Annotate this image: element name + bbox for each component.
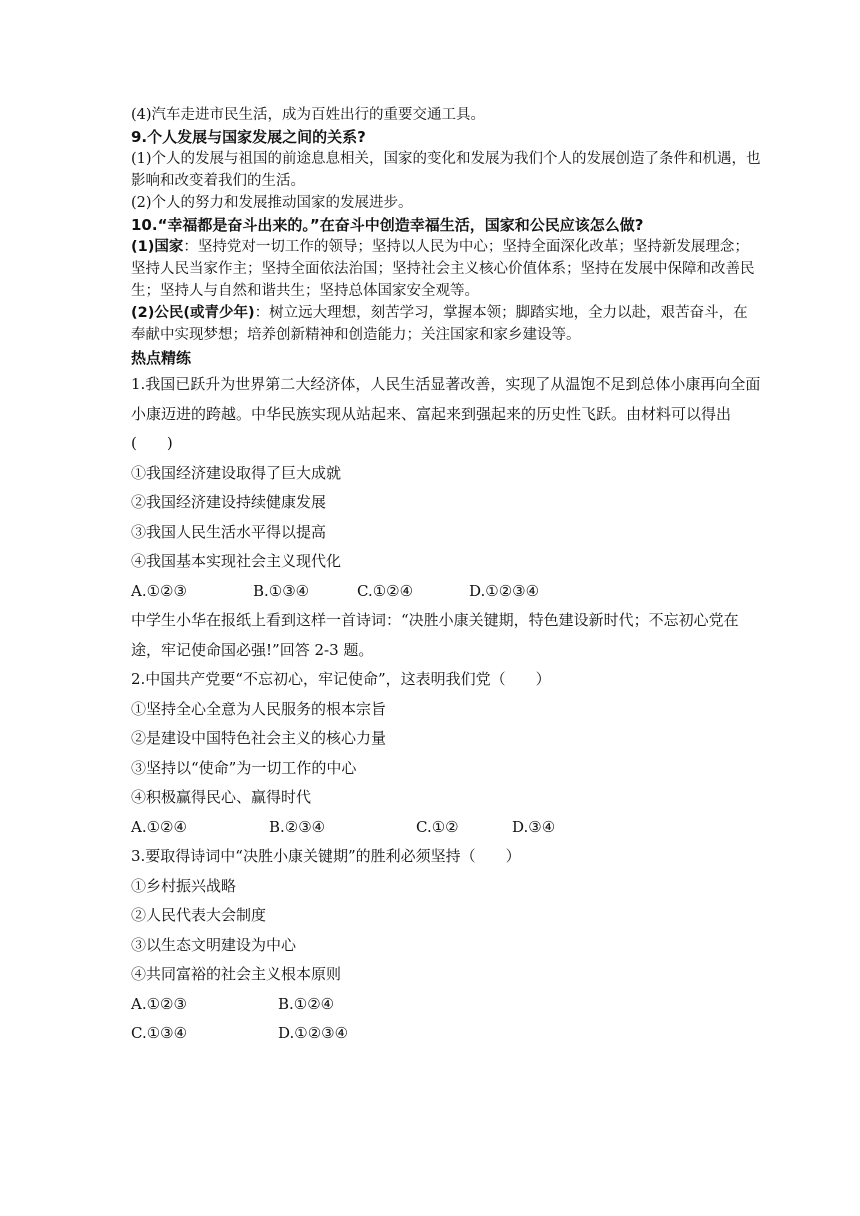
question-1-item: ④我国基本实现社会主义现代化 [131,552,342,570]
question-3-item: ④共同富裕的社会主义根本原则 [131,965,342,983]
question-3-item: ③以生态文明建设为中心 [131,935,297,954]
document-page [131,104,761,1049]
question-3-item: ②人民代表大会制度 [131,906,267,924]
question-3-options-row-2 [131,1019,761,1049]
question-3-stem: 3.要取得诗词中“决胜小康关键期”的胜利必须坚持（ ） [131,847,521,865]
question-1-stem: 1.我国已跃升为世界第二大经济体，人民生活显著改善，实现了从温饱不足到总体小康再向全面小康迈进的跨越。中华民族实现从站起来、富起来到强起来的历史性飞跃。由材料可以得出( ) [131,375,761,452]
question-10-point-2-label: (2)公民(或青少年) [131,305,255,321]
question-3-item: ①乡村振兴战略 [131,876,237,895]
question-1-item: ②我国经济建设持续健康发展 [131,493,327,511]
question-1-item: ①我国经济建设取得了巨大成就 [131,463,342,482]
question-1-option-d: D.①②③④ [469,581,540,600]
question-10-point-1-label: (1)国家 [131,239,184,255]
question-2-item: ④积极赢得民心、赢得时代 [131,788,312,806]
question-10-point-2-text: ：树立远大理想，刻苦学习，掌握本领；脚踏实地，全力以赴，艰苦奋斗，在奉献中实现梦想；培养创新精神和创造能力；关注国家和家乡建设等。 [131,305,748,343]
question-10-point-1-text: ：坚持党对一切工作的领导；坚持以人民为中心；坚持全面深化改革；坚持新发展理念；坚持人民当家作主；坚持全面依法治国；坚持社会主义核心价值体系；坚持在发展中保障和改善民生；坚持人与自然和谐共生；坚持总体国家安全观等。 [131,239,755,299]
poem-intro: 中学生小华在报纸上看到这样一首诗词：“决胜小康关键期，特色建设新时代；不忘初心党在途，牢记使命国必强!”回答 2-3 题。 [131,611,739,659]
question-1-option-c: C.①②④ [357,581,414,600]
question-2-option-d: D.③④ [512,817,556,836]
question-10-point-1 [131,236,761,302]
question-1-option-a: A.①②③ [131,581,187,600]
question-3-option-d: D.①②③④ [278,1024,349,1042]
question-1-item: ③我国人民生活水平得以提高 [131,522,327,541]
question-2-item: ①坚持全心全意为人民服务的根本宗旨 [131,699,387,718]
question-10-point-2 [131,302,761,346]
question-1-options [131,577,761,607]
question-1-option-b: B.①③④ [253,581,310,600]
question-2-option-a: A.①②④ [131,817,187,836]
question-9-heading: 9.个人发展与国家发展之间的关系? [131,128,366,146]
question-2-item: ②是建设中国特色社会主义的核心力量 [131,729,387,747]
question-2-stem: 2.中国共产党要“不忘初心，牢记使命”，这表明我们党（ ） [131,670,551,688]
question-2-item: ③坚持以“使命”为一切工作的中心 [131,758,357,777]
question-2-options [131,813,761,843]
question-10-heading: 10.“幸福都是奋斗出来的。”在奋斗中创造幸福生活，国家和公民应该怎么做? [131,216,644,234]
question-2-option-b: B.②③④ [269,817,326,836]
question-3-option-b: B.①②④ [278,994,335,1013]
practice-section-title: 热点精练 [131,349,192,367]
answer-line-4: (4)汽车走进市民生活，成为百姓出行的重要交通工具。 [131,107,486,123]
question-9-point-2: (2)个人的努力和发展推动国家的发展进步。 [131,195,413,211]
question-9-point-1: (1)个人的发展与祖国的前途息息相关，国家的变化和发展为我们个人的发展创造了条件和机遇，也影响和改变着我们的生活。 [131,151,761,189]
question-3-options-row-1 [131,990,761,1020]
question-3-option-c: C.①③④ [131,1024,188,1042]
question-2-option-c: C.①② [416,817,459,836]
question-3-option-a: A.①②③ [131,994,187,1013]
